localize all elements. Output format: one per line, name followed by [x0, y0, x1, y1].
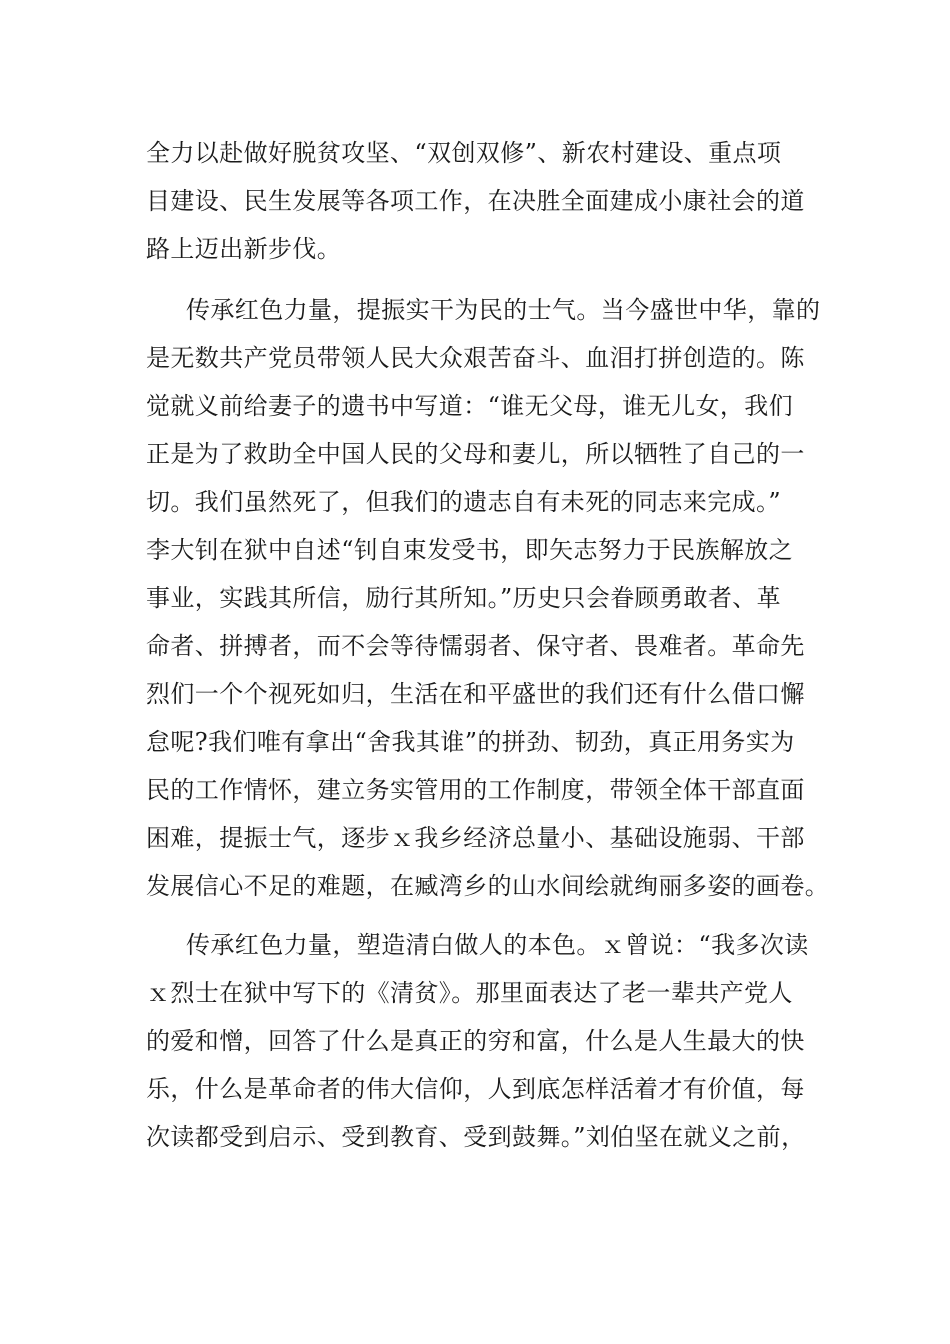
paragraph-line: 路上迈出新步伐。 — [146, 235, 342, 263]
paragraph-line: 是无数共产党员带领人民大众艰苦奋斗、血泪打拼创造的。陈 — [146, 344, 805, 372]
paragraph-line: 民的工作情怀，建立务实管用的工作制度，带领全体干部直面 — [146, 776, 805, 804]
paragraph-line: 李大钊在狱中自述“钊自束发受书，即矢志努力于民族解放之 — [146, 536, 794, 564]
paragraph-line: 全力以赴做好脱贫攻坚、“双创双修”、新农村建设、重点项 — [146, 139, 782, 167]
paragraph-line: 觉就义前给妻子的遗书中写道：“谁无父母，谁无儿女，我们 — [146, 392, 794, 420]
paragraph-line: ｘ烈士在狱中写下的《清贫》。那里面表达了老一辈共产党人 — [146, 979, 793, 1007]
paragraph-line: 怠呢?我们唯有拿出“舍我其谁”的拼劲、韧劲，真正用务实为 — [146, 728, 795, 756]
paragraph-line: 命者、拼搏者，而不会等待懦弱者、保守者、畏难者。革命先 — [146, 632, 805, 660]
paragraph-line: 传承红色力量，塑造清白做人的本色。ｘ曾说：“我多次读 — [186, 931, 809, 959]
paragraph-line: 事业，实践其所信，励行其所知。”历史只会眷顾勇敢者、革 — [146, 584, 782, 612]
paragraph-line: 发展信心不足的难题，在臧湾乡的山水间绘就绚丽多姿的画卷。 — [146, 872, 830, 900]
paragraph-line: 正是为了救助全中国人民的父母和妻儿，所以牺牲了自己的一 — [146, 440, 805, 468]
paragraph-line: 困难，提振士气，逐步ｘ我乡经济总量小、基础设施弱、干部 — [146, 824, 805, 852]
paragraph-line: 乐，什么是革命者的伟大信仰，人到底怎样活着才有价值，每 — [146, 1075, 805, 1103]
paragraph-line: 的爱和憎，回答了什么是真正的穷和富，什么是人生最大的快 — [146, 1027, 805, 1055]
paragraph-line: 烈们一个个视死如归，生活在和平盛世的我们还有什么借口懈 — [146, 680, 805, 708]
paragraph-line: 切。我们虽然死了，但我们的遗志自有未死的同志来完成。” — [146, 488, 782, 516]
paragraph-line: 次读都受到启示、受到教育、受到鼓舞。”刘伯坚在就义之前， — [146, 1123, 806, 1151]
paragraph-line: 目建设、民生发展等各项工作，在决胜全面建成小康社会的道 — [146, 187, 805, 215]
paragraph-line: 传承红色力量，提振实干为民的士气。当今盛世中华，靠的 — [186, 296, 821, 324]
